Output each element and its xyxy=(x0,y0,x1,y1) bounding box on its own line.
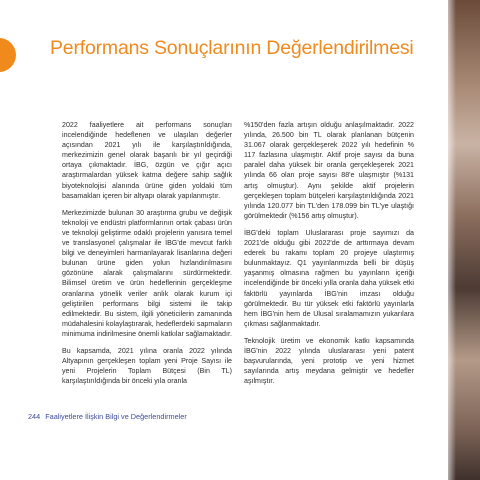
left-column xyxy=(62,120,232,393)
paragraph: Bu kapsamda, 2021 yılına oranla 2022 yılında Altyapının gerçekleşen toplam yeni Proje Sayısı ile yeni Projelerin Toplam Bütçesi (Bin TL) karşılaştırıldığında bir önceki yıla oranla xyxy=(62,346,232,386)
page-title: Performans Sonuçlarının Değerlendirilmesi xyxy=(50,37,414,59)
paragraph: 2022 faaliyetlere ait performans sonuçları incelendiğinde hedeflenen ve ulaşılan değerler açısından 2021 yılı ile karşılaştırıldığında, merkezimizin genel olarak başarılı bir yıl geçirdiği ortaya çıkmaktadır. İBG, özgün ve çığır açıcı araştırmalardan yüksek katma değere sahip sağlık biyoteknolojisi alanında ürüne giden yoldaki tüm basamakları içeren bir altyapı olarak yapılanmıştır. xyxy=(62,121,232,200)
section-tab-marker xyxy=(0,38,16,72)
footer-section-title: Faaliyetlere İlişkin Bilgi ve Değerlendirmeler xyxy=(45,412,187,421)
paragraph: İBG'deki toplam Uluslararası proje sayımızı da 2021'de olduğu gibi 2022'de de arttırmaya devam ederek bu rakamı toplam 20 projeye ulaştırmış bulunmaktayız. Q1 yayınlanmızda belli bir düşüş yaşanmış olmasına rağmen bu yayınların içeriği incelendiğinde bir önceki yılla oranla daha yüksek etki faktörlü yayınlarda İBG'nin imzası olduğu görülmektedir. Bu tür yüksek etki faktörlü yayınlarla hem İBG'nin hem de Ulusal sıralamamızın yukarılara çıkması sağlanmaktadır. xyxy=(244,228,414,328)
right-column xyxy=(244,120,414,393)
paragraph: Teknolojik üretim ve ekonomik katkı kapsamında İBG'nin 2022 yılında uluslararası yeni patent başvurularında, yeni prototip ve yeni hizmet sayılarında artış meydana gelmiştir ve hedefler aşılmıştır. xyxy=(244,336,414,386)
side-photo-strip xyxy=(448,0,480,480)
paragraph: Merkezimizde bulunan 30 araştırma grubu ve değişik teknoloji ve endüstri platformlarının ortak çabası ürün ve teknoloji geliştirme odaklı projelerin yanısıra temel ve translasyonel çalışmalar ile İBG'de mevcut farklı bilgi ve deneyimleri harmanlayarak lisanlarına değeri bulunan ürüne giden yolun hızlandırılmasını gözönüne alarak çalışmalarını sürdürmektedir. Bilimsel üretim ve ürün hedeflerinin gerçekleşme oranlarına yönelik veriler anlık olarak kurum içi geliştirilen performans bilgi sistemi ile takip edilmektedir. Bu sistem, ilgili yöneticilerin zamanında müdahalesini kolaylaştırarak, hedeflerdeki sapmaların minimuma indirilmesine önemli katkılar sağlamaktadır. xyxy=(62,208,232,338)
page-footer xyxy=(28,412,187,421)
paragraph: %150'den fazla artışın olduğu anlaşılmaktadır. 2022 yılında, 26.500 bin TL olarak planlanan bütçenin 31.067 olarak gerçekleşerek 2022 yılı hedefinin % 117 fazlasına ulaşmıştır. Aktif proje sayısı da buna paralel daha yüksek bir oranla gerçekleşerek 2021 yılında 66 olan proje sayısı 88'e ulaşmıştır (%131 artış olmuştur). Aynı şekilde aktif projelerin gerçekleşen toplam bütçeleri karşılaştırıldığında 2021 yılında 120.077 bin TL'den 178.099 bin TL'ye ulaştığı görülmektedir (%156 artış olmuştur). xyxy=(244,121,414,220)
page-number: 244 xyxy=(28,412,41,421)
